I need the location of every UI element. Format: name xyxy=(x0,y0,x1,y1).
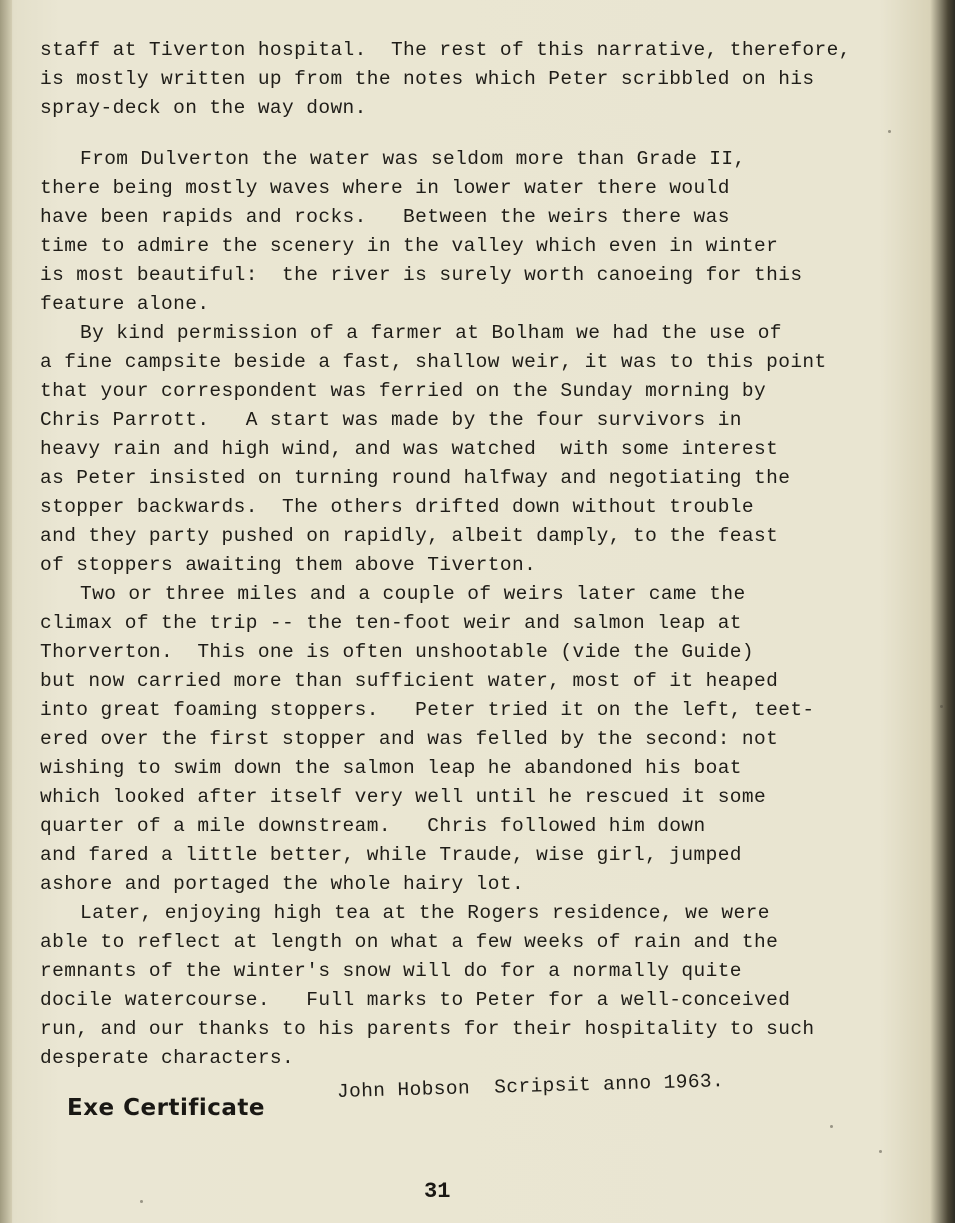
article-body xyxy=(40,36,890,1073)
rubber-stamp: Exe Certificate xyxy=(67,1095,265,1121)
paragraph-3 xyxy=(40,319,890,580)
text-line: quarter of a mile downstream. Chris followed him down xyxy=(40,815,706,837)
paragraph-4 xyxy=(40,580,890,899)
text-line: Thorverton. This one is often unshootable (vide the Guide) xyxy=(40,641,755,663)
author-signature: John Hobson Scripsit anno 1963. xyxy=(336,1070,725,1103)
paper-speck xyxy=(888,130,891,133)
text-line: From Dulverton the water was seldom more than Grade II, xyxy=(80,148,746,170)
paper-speck xyxy=(879,1150,882,1153)
text-line: stopper backwards. The others drifted down without trouble xyxy=(40,496,755,518)
text-line: is mostly written up from the notes which Peter scribbled on his xyxy=(40,68,815,90)
text-line: remnants of the winter's snow will do for a normally quite xyxy=(40,960,742,982)
text-line: Later, enjoying high tea at the Rogers residence, we were xyxy=(80,902,770,924)
paragraph-5 xyxy=(40,899,890,1073)
page-number: 31 xyxy=(424,1179,451,1204)
text-line: there being mostly waves where in lower water there would xyxy=(40,177,730,199)
paragraph-1 xyxy=(40,36,890,123)
paper-speck xyxy=(140,1200,143,1203)
text-line: is most beautiful: the river is surely worth canoeing for this xyxy=(40,264,803,286)
text-line: ashore and portaged the whole hairy lot. xyxy=(40,873,525,895)
paper-speck xyxy=(830,1125,833,1128)
text-line: but now carried more than sufficient water, most of it heaped xyxy=(40,670,779,692)
paper-speck xyxy=(940,705,943,708)
text-line: Two or three miles and a couple of weirs later came the xyxy=(80,583,746,605)
text-line: ered over the first stopper and was felled by the second: not xyxy=(40,728,779,750)
text-line: that your correspondent was ferried on the Sunday morning by xyxy=(40,380,767,402)
paragraph-2 xyxy=(40,145,890,319)
text-line: able to reflect at length on what a few weeks of rain and the xyxy=(40,931,779,953)
text-line: docile watercourse. Full marks to Peter for a well-conceived xyxy=(40,989,791,1011)
text-line: a fine campsite beside a fast, shallow weir, it was to this point xyxy=(40,351,827,373)
text-line: climax of the trip -- the ten-foot weir and salmon leap at xyxy=(40,612,742,634)
binding-shadow xyxy=(0,0,12,1223)
text-line: heavy rain and high wind, and was watched with some interest xyxy=(40,438,779,460)
text-line: into great foaming stoppers. Peter tried it on the left, teet- xyxy=(40,699,815,721)
text-line: of stoppers awaiting them above Tiverton. xyxy=(40,554,537,576)
text-line: staff at Tiverton hospital. The rest of this narrative, therefore, xyxy=(40,39,851,61)
text-line: By kind permission of a farmer at Bolham we had the use of xyxy=(80,322,782,344)
text-line: which looked after itself very well until he rescued it some xyxy=(40,786,767,808)
text-line: time to admire the scenery in the valley which even in winter xyxy=(40,235,779,257)
text-line: run, and our thanks to his parents for their hospitality to such xyxy=(40,1018,815,1040)
text-line: wishing to swim down the salmon leap he abandoned his boat xyxy=(40,757,742,779)
text-line: and fared a little better, while Traude, wise girl, jumped xyxy=(40,844,742,866)
text-line: spray-deck on the way down. xyxy=(40,97,367,119)
text-line: Chris Parrott. A start was made by the four survivors in xyxy=(40,409,742,431)
text-line: as Peter insisted on turning round halfway and negotiating the xyxy=(40,467,791,489)
text-line: desperate characters. xyxy=(40,1047,295,1069)
text-line: feature alone. xyxy=(40,293,210,315)
text-line: and they party pushed on rapidly, albeit damply, to the feast xyxy=(40,525,779,547)
text-line: have been rapids and rocks. Between the weirs there was xyxy=(40,206,730,228)
